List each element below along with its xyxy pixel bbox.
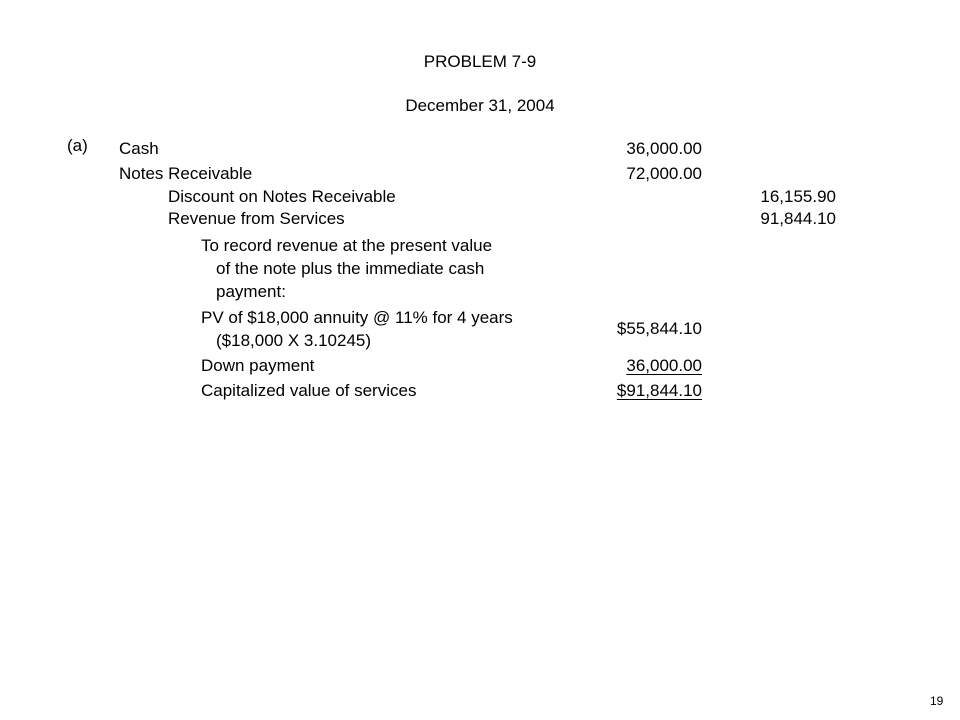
down-payment-amount: 36,000.00 — [626, 356, 702, 375]
credit-account-discount: Discount on Notes Receivable — [168, 187, 396, 206]
credit-account-revenue: Revenue from Services — [168, 209, 345, 228]
debit-amount-cash: 36,000.00 — [626, 139, 702, 158]
explanation-line: To record revenue at the present value — [201, 236, 493, 255]
credit-amount-discount: 16,155.90 — [760, 187, 836, 206]
down-payment-label: Down payment — [201, 356, 315, 375]
debit-amount-notes-receivable: 72,000.00 — [626, 164, 702, 183]
part-label: (a) — [67, 136, 88, 155]
debit-account-cash: Cash — [119, 139, 159, 158]
page-number: 19 — [930, 694, 944, 708]
capitalized-value-label: Capitalized value of services — [201, 381, 417, 400]
explanation-line: payment: — [216, 282, 286, 301]
page-title: PROBLEM 7-9 — [423, 52, 537, 71]
pv-calculation: ($18,000 X 3.10245) — [216, 331, 372, 350]
pv-description: PV of $18,000 annuity @ 11% for 4 years — [201, 308, 513, 327]
entry-date: December 31, 2004 — [405, 96, 555, 115]
credit-amount-revenue: 91,844.10 — [760, 209, 836, 228]
capitalized-value-amount: $91,844.10 — [616, 381, 702, 400]
explanation-line: of the note plus the immediate cash — [216, 259, 485, 278]
pv-amount: $55,844.10 — [616, 319, 702, 338]
debit-account-notes-receivable: Notes Receivable — [119, 164, 253, 183]
